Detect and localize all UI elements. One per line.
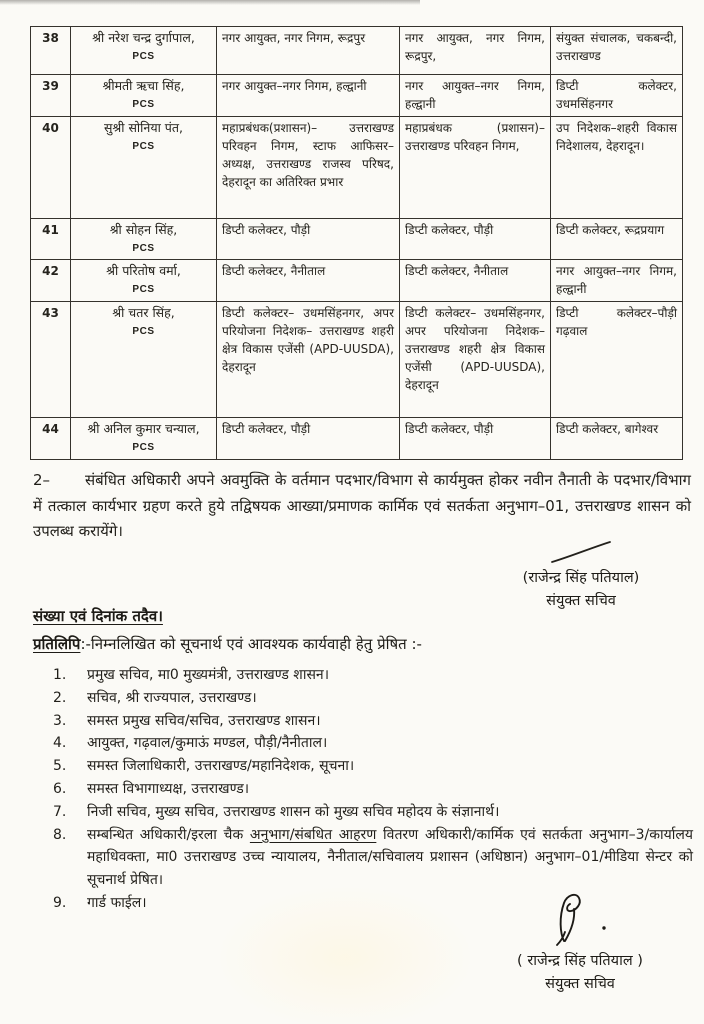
serial-cell: 40 <box>31 117 71 219</box>
item-text: समस्त प्रमुख सचिव/सचिव, उत्तराखण्ड शासन। <box>87 712 321 729</box>
list-item <box>53 778 693 801</box>
list-item <box>53 824 693 892</box>
item-text: समस्त जिलाधिकारी, उत्तराखण्ड/महानिदेशक, सूचना। <box>87 758 355 775</box>
relieved-post-cell: डिप्टी कलेक्टर– उधमसिंहनगर, अपर परियोजना निदेशक– उत्तराखण्ड शहरी क्षेत्र विकास एजेंसी (APD-UUSDA), देहरादून <box>400 302 551 418</box>
list-item <box>53 664 693 687</box>
officer-name: श्री परितोष वर्मा, <box>106 263 181 278</box>
new-posting-cell: डिप्टी कलेक्टर–पौड़ी गढ़वाल <box>551 302 683 418</box>
number-date-line: संख्या एवं दिनांक तदैव। <box>33 607 163 625</box>
item-text: निजी सचिव, मुख्य सचिव, उत्तराखण्ड शासन को मुख्य सचिव महोदय के संज्ञानार्थ। <box>87 803 500 820</box>
held-post-cell: नगर आयुक्त, नगर निगम, रूद्रपुर <box>217 27 400 75</box>
relieved-post-cell: डिप्टी कलेक्टर, नैनीताल <box>400 260 551 302</box>
new-posting-cell: डिप्टी कलेक्टर, बागेश्वर <box>551 418 683 460</box>
item-number: 8. <box>53 826 67 843</box>
serial-cell: 38 <box>31 27 71 75</box>
copy-heading-lead: प्रतिलिपि <box>33 635 81 653</box>
new-posting-cell: नगर आयुक्त–नगर निगम, हल्द्वानी <box>551 260 683 302</box>
copy-heading-rest: :-निम्नलिखित को सूचनार्थ एवं आवश्यक कार्यवाही हेतु प्रेषित :- <box>80 635 422 653</box>
cadre-label: PCS <box>132 98 155 110</box>
held-post-cell: महाप्रबंधक(प्रशासन)– उत्तराखण्ड परिवहन निगम, स्टाफ आफिसर–अध्यक्ष, उत्तराखण्ड राजस्व परिषद, देहरादून का अतिरिक्त प्रभार <box>217 117 400 219</box>
cadre-label: PCS <box>132 140 155 152</box>
list-item <box>53 755 693 778</box>
officer-name: श्री अनिल कुमार चन्याल, <box>87 421 200 436</box>
cadre-label: PCS <box>132 441 155 453</box>
list-item <box>53 687 693 710</box>
item-number: 7. <box>53 803 67 820</box>
officer-cell <box>71 418 217 460</box>
item-number: 2. <box>53 689 67 706</box>
para-2-number: 2– <box>33 471 51 489</box>
item-number: 5. <box>53 758 67 775</box>
officer-cell <box>71 302 217 418</box>
cadre-label: PCS <box>132 325 155 337</box>
serial-cell: 43 <box>31 302 71 418</box>
officer-cell <box>71 260 217 302</box>
item-number: 4. <box>53 735 67 752</box>
serial-cell: 41 <box>31 219 71 260</box>
item-text-underlined: अनुभाग/संबधित आहरण <box>249 826 377 843</box>
signatory-designation: संयुक्त सचिव <box>546 593 616 609</box>
relieved-post-cell: नगर आयुक्त–नगर निगम, हल्द्वानी <box>400 75 551 117</box>
item-text: गार्ड फाईल। <box>87 894 147 911</box>
new-posting-cell: संयुक्त संचालक, चकबन्दी, उत्तराखण्ड <box>551 27 683 75</box>
signatory-designation: संयुक्त सचिव <box>545 976 615 992</box>
relieved-post-cell: डिप्टी कलेक्टर, पौड़ी <box>400 418 551 460</box>
serial-cell: 42 <box>31 260 71 302</box>
transfer-table <box>30 26 683 460</box>
scan-edge-artifact <box>0 0 420 5</box>
item-number: 3. <box>53 712 67 729</box>
officer-name: सुश्री सोनिया पंत, <box>103 120 184 135</box>
table-row <box>31 219 683 260</box>
list-item <box>53 801 693 824</box>
item-text-pre: सम्बन्धित अधिकारी/इरला चैक <box>87 826 250 843</box>
para-2-text: संबंधित अधिकारी अपने अवमुक्ति के वर्तमान पदभार/विभाग से कार्यमुक्त होकर नवीन तैनाती के पदभार/विभाग में तत्काल कार्यभार ग्रहण करते हुये तद्विषयक आख्या/प्रमाणक कार्मिक एवं सतर्कता अनुभाग–01, उत्तराखण्ड शासन को उपलब्ध करायेंगे। <box>33 471 691 540</box>
signatory-name: ( राजेन्द्र सिंह पतियाल ) <box>517 953 643 969</box>
officer-cell <box>71 27 217 75</box>
signature-block-bottom <box>477 891 683 996</box>
officer-name: श्रीमती ऋचा सिंह, <box>102 78 185 93</box>
item-number: 1. <box>53 667 67 683</box>
copies-list <box>53 664 693 915</box>
table-row <box>31 75 683 117</box>
table-row <box>31 117 683 219</box>
item-text <box>87 824 693 892</box>
item-number: 6. <box>53 780 67 797</box>
cadre-label: PCS <box>132 242 155 254</box>
officer-cell <box>71 219 217 260</box>
signature-squiggle-icon <box>538 891 622 947</box>
signature-stroke-icon <box>549 540 613 564</box>
new-posting-cell: उप निदेशक–शहरी विकास निदेशालय, देहरादून। <box>551 117 683 219</box>
table-row <box>31 27 683 75</box>
table-row <box>31 302 683 418</box>
list-item <box>53 732 693 755</box>
held-post-cell: डिप्टी कलेक्टर, पौड़ी <box>217 219 400 260</box>
item-text: प्रमुख सचिव, मा0 मुख्यमंत्री, उत्तराखण्ड शासन। <box>87 667 329 683</box>
para-2 <box>33 468 691 545</box>
list-item <box>53 710 693 733</box>
new-posting-cell: डिप्टी कलेक्टर, उधमसिंहनगर <box>551 75 683 117</box>
cadre-label: PCS <box>132 283 155 295</box>
signature-block-top <box>483 540 679 613</box>
table-row <box>31 260 683 302</box>
item-text: सचिव, श्री राज्यपाल, उत्तराखण्ड। <box>87 689 257 706</box>
officer-name: श्री सोहन सिंह, <box>109 222 178 237</box>
item-text: समस्त विभागाध्यक्ष, उत्तराखण्ड। <box>87 780 250 797</box>
relieved-post-cell: महाप्रबंधक (प्रशासन)– उत्तराखण्ड परिवहन निगम, <box>400 117 551 219</box>
table-row <box>31 418 683 460</box>
held-post-cell: डिप्टी कलेक्टर, पौड़ी <box>217 418 400 460</box>
signatory-name: (राजेन्द्र सिंह पतियाल) <box>522 570 640 586</box>
serial-cell: 39 <box>31 75 71 117</box>
relieved-post-cell: डिप्टी कलेक्टर, पौड़ी <box>400 219 551 260</box>
item-text: आयुक्त, गढ़वाल/कुमाऊं मण्डल, पौड़ी/नैनीताल। <box>87 735 328 752</box>
item-number: 9. <box>53 894 67 911</box>
serial-cell: 44 <box>31 418 71 460</box>
officer-name: श्री चतर सिंह, <box>112 305 175 320</box>
new-posting-cell: डिप्टी कलेक्टर, रूद्रप्रयाग <box>551 219 683 260</box>
held-post-cell: डिप्टी कलेक्टर, नैनीताल <box>217 260 400 302</box>
held-post-cell: डिप्टी कलेक्टर– उधमसिंहनगर, अपर परियोजना निदेशक– उत्तराखण्ड शहरी क्षेत्र विकास एजेंसी (APD-UUSDA), देहरादून <box>217 302 400 418</box>
officer-cell <box>71 117 217 219</box>
officer-name: श्री नरेश चन्द्र दुर्गापाल, <box>92 30 195 45</box>
held-post-cell: नगर आयुक्त–नगर निगम, हल्द्वानी <box>217 75 400 117</box>
copy-heading <box>33 634 691 654</box>
officer-cell <box>71 75 217 117</box>
item-text-post: वितरण अधिकारी/कार्मिक एवं सतर्कता अनुभाग–3/कार्यालय महाधिवक्ता, मा0 उत्तराखण्ड उच्च न्यायालय, नैनीताल/सचिवालय प्रशासन (अधिष्ठान) अनुभाग–01/मीडिया सेन्टर को सूचनार्थ प्रेषित। <box>87 826 693 889</box>
cadre-label: PCS <box>132 50 155 62</box>
relieved-post-cell: नगर आयुक्त, नगर निगम, रूद्रपुर, <box>400 27 551 75</box>
